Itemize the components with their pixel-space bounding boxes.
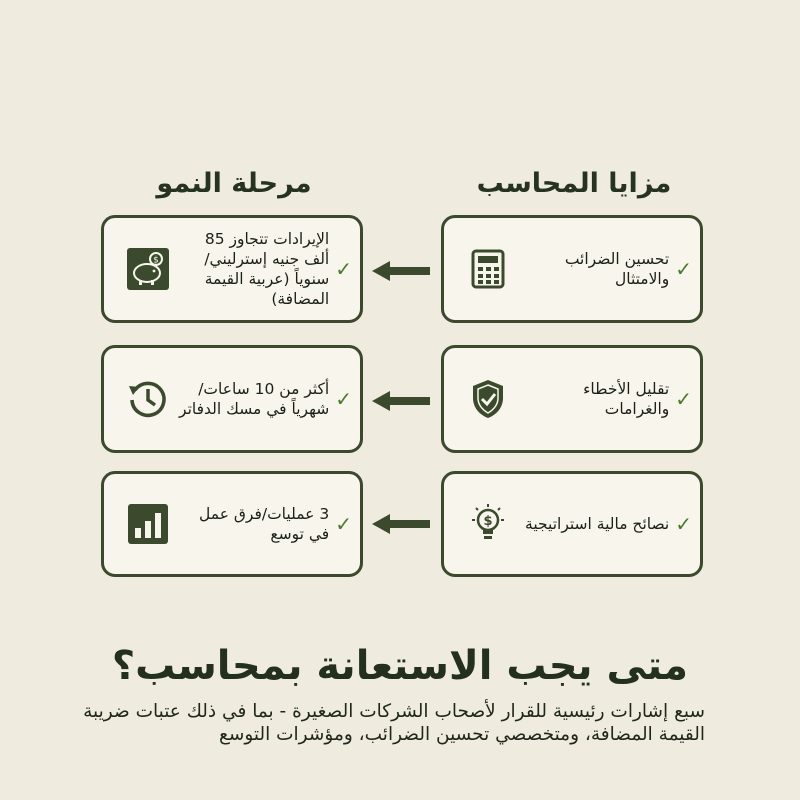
arrow-left-icon	[372, 261, 432, 281]
growth-card-revenue	[101, 215, 363, 323]
growth-heading: مرحلة النمو	[156, 168, 312, 199]
bar-chart-icon	[126, 502, 170, 546]
check-icon: ✓	[335, 257, 352, 281]
benefit-card-errors	[441, 345, 703, 453]
check-icon: ✓	[335, 387, 352, 411]
page-title: متى يجب الاستعانة بمحاسب؟	[111, 643, 689, 689]
growth-text: 3 عمليات/فرق عمل في توسع	[199, 504, 330, 543]
growth-text: أكثر من 10 ساعات/شهرياً في مسك الدفاتر	[179, 379, 330, 418]
check-icon: ✓	[675, 512, 692, 536]
check-icon: ✓	[675, 387, 692, 411]
page-subtitle: سبع إشارات رئيسية للقرار لأصحاب الشركات الصغيرة - بما في ذلك عتبات ضريبة القيمة المضافة، ومتخصصي تحسين الضرائب، ومؤشرات التوسع	[83, 701, 705, 746]
svg-text:$: $	[153, 255, 159, 266]
growth-card-bookkeeping	[101, 345, 363, 453]
shield-check-icon	[466, 377, 510, 421]
check-icon: ✓	[675, 257, 692, 281]
growth-text: الإيرادات تتجاوز 85 ألف جنيه إسترليني/سنوياً (عربية القيمة المضافة)	[204, 229, 330, 309]
benefit-card-tax	[441, 215, 703, 323]
clock-history-icon	[126, 377, 170, 421]
benefit-card-advice	[441, 471, 703, 577]
calculator-icon	[466, 247, 510, 291]
svg-text:$: $	[483, 514, 493, 529]
lightbulb-dollar-icon	[466, 502, 510, 546]
arrow-left-icon	[372, 514, 432, 534]
check-icon: ✓	[335, 512, 352, 536]
arrow-left-icon	[372, 391, 432, 411]
benefit-text: نصائح مالية استراتيجية	[525, 514, 670, 533]
benefit-text: تقليل الأخطاء والغرامات	[583, 379, 670, 418]
piggy-bank-icon	[126, 247, 170, 291]
growth-card-expansion	[101, 471, 363, 577]
benefit-text: تحسين الضرائب والامتثال	[564, 249, 670, 288]
benefits-heading: مزايا المحاسب	[476, 168, 672, 199]
